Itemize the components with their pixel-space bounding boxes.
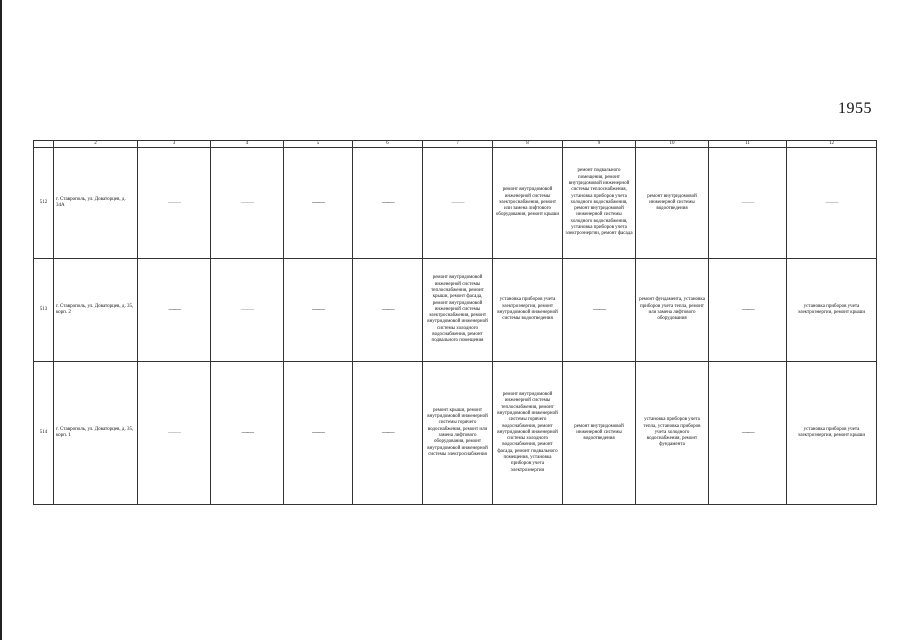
header-cell: 6	[353, 141, 423, 148]
table-cell: ——	[138, 148, 211, 259]
table-cell: установка приборов учета тепла, установка приборов учета холодного водоснабжения, ремонт фундамента	[636, 362, 709, 505]
table-cell: установка приборов учета электроэнергии, ремонт крыши	[787, 259, 877, 362]
table-cell: ——	[423, 148, 493, 259]
row-number: 512	[34, 148, 54, 259]
table-cell: ——	[353, 148, 423, 259]
header-cell: 5	[284, 141, 353, 148]
table-cell: ——	[563, 259, 636, 362]
table-row	[34, 362, 877, 505]
address-cell: г. Ставрополь, ул. Доваторцев, д. 35, корп. 1	[54, 362, 138, 505]
table-row	[34, 259, 877, 362]
table-cell: ——	[211, 148, 284, 259]
header-cell: 4	[211, 141, 284, 148]
header-cell: 8	[493, 141, 563, 148]
header-cell: 11	[709, 141, 787, 148]
row-number: 514	[34, 362, 54, 505]
table-cell: ——	[709, 259, 787, 362]
page-number: 1955	[838, 100, 872, 117]
header-cell: 7	[423, 141, 493, 148]
row-number: 513	[34, 259, 54, 362]
address-cell: г. Ставрополь, ул. Доваторцев, д. 35, корп. 2	[54, 259, 138, 362]
header-cell: 3	[138, 141, 211, 148]
table-cell: ——	[284, 362, 353, 505]
table-cell: ——	[353, 259, 423, 362]
table-cell: ——	[211, 259, 284, 362]
table-cell: ремонт подвального помещения, ремонт внутридомовой инженерной системы теплоснабжения, установка приборов учета холодного водоснабжения, ремонт внутридомовой инженерной системы холодного водоснабжения, установка приборов учета электроэнергии, ремонт фасада	[563, 148, 636, 259]
table-cell: ремонт внутридомовой инженерной системы водоотведения	[636, 148, 709, 259]
page-left-border	[0, 0, 2, 640]
table-cell: ——	[353, 362, 423, 505]
table-cell: установка приборов учета электроэнергии, ремонт крыши	[787, 362, 877, 505]
table-cell: установка приборов учета электроэнергии, ремонт внутридомовой инженерной системы водоотведения	[493, 259, 563, 362]
table-cell: ——	[709, 148, 787, 259]
header-cell: 12	[787, 141, 877, 148]
table-cell: ремонт внутридомовой инженерной системы электроснабжения, ремонт или замена лифтового оборудования, ремонт крыши	[493, 148, 563, 259]
table-cell: ремонт внутридомовой инженерной системы водоотведения	[563, 362, 636, 505]
table-row	[34, 148, 877, 259]
table-cell: ремонт внутридомовой инженерной системы теплоснабжения, ремонт внутридомовой инженерной системы горячего водоснабжения, ремонт внутридомовой инженерной системы холодного водоснабжения, ремонт фасада, ремонт подвального помещения, установка приборов учета электроэнергии	[493, 362, 563, 505]
table-cell: ——	[138, 362, 211, 505]
work-schedule-table	[33, 140, 877, 505]
table-cell: ремонт крыши, ремонт внутридомовой инженерной системы горячего водоснабжения, ремонт или замена лифтового оборудования, ремонт внутридомовой инженерной системы электроснабжения	[423, 362, 493, 505]
table-cell: ——	[787, 148, 877, 259]
table-cell: ремонт внутридомовой инженерной системы теплоснабжения, ремонт крыши, ремонт фасада, ремонт внутридомовой инженерной системы электроснабжения, ремонт внутридомовой инженерной системы холодного водоснабжения, ремонт подвального помещения	[423, 259, 493, 362]
table-cell: ——	[211, 362, 284, 505]
address-cell: г. Ставрополь, ул. Доваторцев, д. 34А	[54, 148, 138, 259]
table-cell: ——	[138, 259, 211, 362]
table-cell: ремонт фундамента, установка приборов учета тепла, ремонт или замена лифтового оборудования	[636, 259, 709, 362]
table-cell: ——	[284, 148, 353, 259]
table-header-row	[34, 141, 877, 148]
table-cell: ——	[709, 362, 787, 505]
table-cell: ——	[284, 259, 353, 362]
header-cell	[34, 141, 54, 148]
header-cell: 9	[563, 141, 636, 148]
header-cell: 10	[636, 141, 709, 148]
header-cell: 2	[54, 141, 138, 148]
